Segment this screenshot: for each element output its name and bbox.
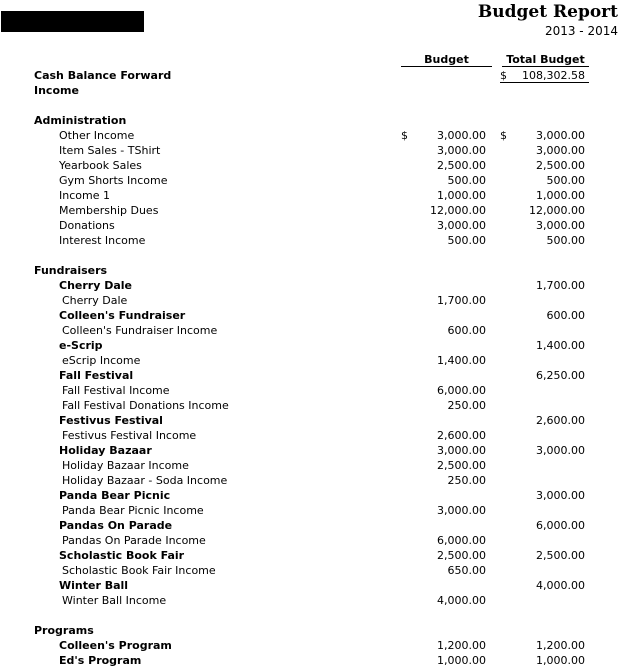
row-label: e-Scrip <box>59 339 103 352</box>
total-budget-amount: 108,302.58 <box>522 69 585 82</box>
spacer-row <box>0 248 624 263</box>
total-budget-amount: 6,000.00 <box>536 519 585 532</box>
total-budget-amount: 12,000.00 <box>529 204 585 217</box>
report-row <box>0 128 624 143</box>
budget-amount: 2,500.00 <box>437 159 486 172</box>
row-label: Donations <box>59 219 115 232</box>
report-row <box>0 623 624 638</box>
row-label: Membership Dues <box>59 204 159 217</box>
spacer-row <box>0 98 624 113</box>
budget-amount: 3,000.00 <box>437 129 486 142</box>
total-budget-amount: 4,000.00 <box>536 579 585 592</box>
total-currency: $ <box>500 129 507 142</box>
budget-currency: $ <box>401 129 408 142</box>
budget-amount: 2,500.00 <box>437 549 486 562</box>
budget-amount: 3,000.00 <box>437 219 486 232</box>
report-title: Budget Report <box>477 2 618 22</box>
row-label: Fall Festival <box>59 369 134 382</box>
report-row <box>0 563 624 578</box>
report-row <box>0 83 624 98</box>
row-label: Administration <box>34 114 127 127</box>
row-label: Income <box>34 84 79 97</box>
budget-amount: 1,200.00 <box>437 639 486 652</box>
total-budget-amount: 2,500.00 <box>536 549 585 562</box>
row-label: Colleen's Program <box>59 639 172 652</box>
row-label: Other Income <box>59 129 135 142</box>
row-label: Item Sales - TShirt <box>59 144 161 157</box>
report-row <box>0 203 624 218</box>
report-row <box>0 398 624 413</box>
budget-amount: 12,000.00 <box>430 204 486 217</box>
report-row <box>0 533 624 548</box>
row-label: Pandas On Parade <box>59 519 173 532</box>
row-label: Programs <box>34 624 94 637</box>
total-budget-amount: 1,400.00 <box>536 339 585 352</box>
row-label: Interest Income <box>59 234 146 247</box>
row-label: Scholastic Book Fair Income <box>62 564 216 577</box>
budget-amount: 3,000.00 <box>437 444 486 457</box>
row-label: Cash Balance Forward <box>34 69 172 82</box>
report-row <box>0 428 624 443</box>
budget-amount: 1,400.00 <box>437 354 486 367</box>
report-row <box>0 218 624 233</box>
budget-amount: 6,000.00 <box>437 384 486 397</box>
report-row <box>0 473 624 488</box>
total-budget-amount: 6,250.00 <box>536 369 585 382</box>
row-label: Holiday Bazaar - Soda Income <box>62 474 228 487</box>
budget-amount: 500.00 <box>447 234 486 247</box>
total-budget-amount: 500.00 <box>546 234 585 247</box>
budget-amount: 600.00 <box>447 324 486 337</box>
spacer-row <box>0 608 624 623</box>
budget-amount: 650.00 <box>447 564 486 577</box>
row-label: Panda Bear Picnic Income <box>62 504 204 517</box>
row-label: Holiday Bazaar Income <box>62 459 189 472</box>
budget-amount: 3,000.00 <box>437 504 486 517</box>
row-label: Fundraisers <box>34 264 108 277</box>
budget-amount: 3,000.00 <box>437 144 486 157</box>
report-row <box>0 548 624 563</box>
total-budget-amount: 3,000.00 <box>536 444 585 457</box>
budget-amount: 250.00 <box>447 474 486 487</box>
column-header-total-budget: Total Budget <box>502 53 589 67</box>
report-row <box>0 233 624 248</box>
total-budget-amount: 2,500.00 <box>536 159 585 172</box>
column-header-budget: Budget <box>401 53 492 67</box>
row-label: Colleen's Fundraiser <box>59 309 186 322</box>
report-row <box>0 443 624 458</box>
total-budget-amount: 1,000.00 <box>536 189 585 202</box>
row-label: Gym Shorts Income <box>59 174 168 187</box>
report-row <box>0 593 624 608</box>
report-row <box>0 518 624 533</box>
budget-amount: 250.00 <box>447 399 486 412</box>
report-period: 2013 - 2014 <box>544 24 618 38</box>
report-row <box>0 503 624 518</box>
budget-amount: 6,000.00 <box>437 534 486 547</box>
budget-amount: 1,700.00 <box>437 294 486 307</box>
report-row <box>0 263 624 278</box>
report-row <box>0 338 624 353</box>
row-label: Festivus Festival <box>59 414 163 427</box>
total-budget-amount: 2,600.00 <box>536 414 585 427</box>
report-row <box>0 323 624 338</box>
report-row <box>0 173 624 188</box>
report-row <box>0 578 624 593</box>
report-row <box>0 308 624 323</box>
row-label: eScrip Income <box>62 354 141 367</box>
total-budget-amount: 500.00 <box>546 174 585 187</box>
row-label: Holiday Bazaar <box>59 444 152 457</box>
report-row <box>0 383 624 398</box>
row-label: Cherry Dale <box>59 279 132 292</box>
total-budget-amount: 1,700.00 <box>536 279 585 292</box>
total-budget-amount: 3,000.00 <box>536 144 585 157</box>
total-budget-amount: 3,000.00 <box>536 129 585 142</box>
report-row <box>0 488 624 503</box>
report-row <box>0 293 624 308</box>
row-label: Cherry Dale <box>62 294 128 307</box>
row-label: Colleen's Fundraiser Income <box>62 324 218 337</box>
row-label: Fall Festival Income <box>62 384 170 397</box>
report-row <box>0 188 624 203</box>
total-budget-amount: 1,200.00 <box>536 639 585 652</box>
budget-amount: 500.00 <box>447 174 486 187</box>
report-row <box>0 458 624 473</box>
report-row <box>0 653 624 668</box>
report-row <box>0 158 624 173</box>
report-row <box>0 143 624 158</box>
row-label: Winter Ball Income <box>62 594 167 607</box>
report-row <box>0 368 624 383</box>
report-row <box>0 113 624 128</box>
row-label: Winter Ball <box>59 579 129 592</box>
report-row <box>0 413 624 428</box>
total-budget-amount: 1,000.00 <box>536 654 585 667</box>
redacted-logo-block <box>1 11 144 32</box>
row-label: Festivus Festival Income <box>62 429 197 442</box>
budget-amount: 1,000.00 <box>437 189 486 202</box>
budget-amount: 4,000.00 <box>437 594 486 607</box>
total-budget-amount: 600.00 <box>546 309 585 322</box>
report-row <box>0 68 624 83</box>
row-label: Panda Bear Picnic <box>59 489 171 502</box>
row-label: Ed's Program <box>59 654 142 667</box>
report-row <box>0 353 624 368</box>
row-label: Yearbook Sales <box>59 159 142 172</box>
total-budget-amount: 3,000.00 <box>536 219 585 232</box>
total-budget-amount: 3,000.00 <box>536 489 585 502</box>
report-row <box>0 638 624 653</box>
budget-amount: 1,000.00 <box>437 654 486 667</box>
report-row <box>0 278 624 293</box>
row-label: Income 1 <box>59 189 110 202</box>
row-label: Fall Festival Donations Income <box>62 399 229 412</box>
row-label: Scholastic Book Fair <box>59 549 185 562</box>
budget-amount: 2,600.00 <box>437 429 486 442</box>
total-currency: $ <box>500 69 507 82</box>
row-label: Pandas On Parade Income <box>62 534 206 547</box>
budget-amount: 2,500.00 <box>437 459 486 472</box>
